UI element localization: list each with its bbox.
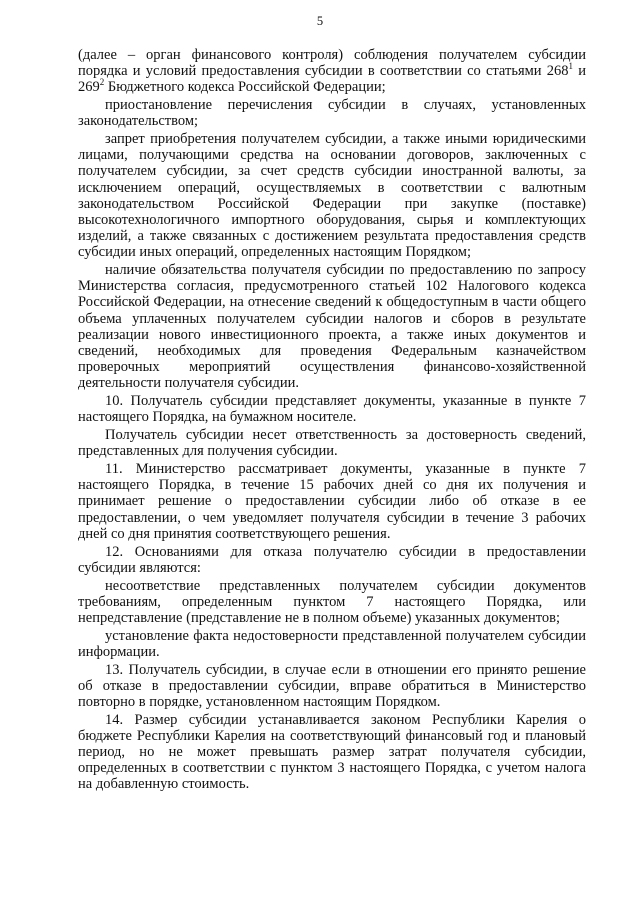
paragraph-item-10: 10. Получатель субсидии представляет документы, указанные в пункте 7 настоящего Порядка, на бумажном носителе. [78,393,586,426]
paragraph-unreliable-info: установление факта недостоверности представленной получателем субсидии информации. [78,627,586,660]
paragraph-item-13: 13. Получатель субсидии, в случае если в отношении его принято решение об отказе в предоставлении субсидии, вправе обратиться в Министерство повторно в порядке, установленном настоящим Порядком. [78,661,586,710]
paragraph-responsibility: Получатель субсидии несет ответственность за достоверность сведений, представленных для получения субсидии. [78,427,586,460]
paragraph-suspension: приостановление перечисления субсидии в случаях, установленных законодательством; [78,97,586,130]
paragraph-item-14: 14. Размер субсидии устанавливается законом Республики Карелия о бюджете Республики Карелия на соответствующий финансовый год и плановый период, но не может превышать размер затрат получателя субсидии, определенных в соответствии с пунктом 3 настоящего Порядка, с учетом налога на добавленную стоимость. [78,711,586,793]
paragraph-nonconformity: несоответствие представленных получателем субсидии документов требованиям, определенным пунктом 7 настоящего Порядка, или непредставление (представление не в полном объеме) указанных документов; [78,577,586,626]
paragraph-currency-ban: запрет приобретения получателем субсидии, а также иными юридическими лицами, получающими средства на основании договоров, заключенных с получателем субсидии, за счет средств субсидии иностранной валюты, за исключением операций, осуществляемых в соответствии с валютным законодательством Российской Федерации при закупке (поставке) высокотехнологичного импортного оборудования, сырья и комплектующих изделий, а также связанных с достижением результата предоставления средств субсидии иных операций, определенных настоящим Порядком; [78,131,586,261]
document-body [78,47,586,794]
superscript-1: 1 [568,61,574,72]
paragraph-item-11: 11. Министерство рассматривает документы, указанные в пункте 7 настоящего Порядка, в течение 15 рабочих дней со дня их получения и принимает решение о предоставлении субсидии либо об отказе в ее предоставлении, о чем уведомляет получателя субсидии в течение 3 рабочих дней со дня принятия соответствующего решения. [78,461,586,542]
superscript-2: 2 [99,77,105,88]
paragraph-consent-obligation: наличие обязательства получателя субсидии по предоставлению по запросу Министерства согласия, предусмотренного статьей 102 Налогового кодекса Российской Федерации, на отнесение сведений к общедоступным в части общего объема уплаченных получателем субсидии налогов и сборов в результате реализации нового инвестиционного проекта, а также иных документов и сведений, необходимых для проведения Федеральным казначейством проверочных мероприятий осуществления финансово-хозяйственной деятельности получателя субсидии. [78,262,586,392]
page-number: 5 [316,14,324,28]
paragraph-item-12: 12. Основаниями для отказа получателю субсидии в предоставлении субсидии являются: [78,543,586,576]
paragraph-continuation: (далее – орган финансового контроля) соблюдения получателем субсидии порядка и условий предоставления субсидии в соответствии со статьями $268^1$ и $269^2$ Бюджетного кодекса Российской Федерации; [78,47,586,96]
